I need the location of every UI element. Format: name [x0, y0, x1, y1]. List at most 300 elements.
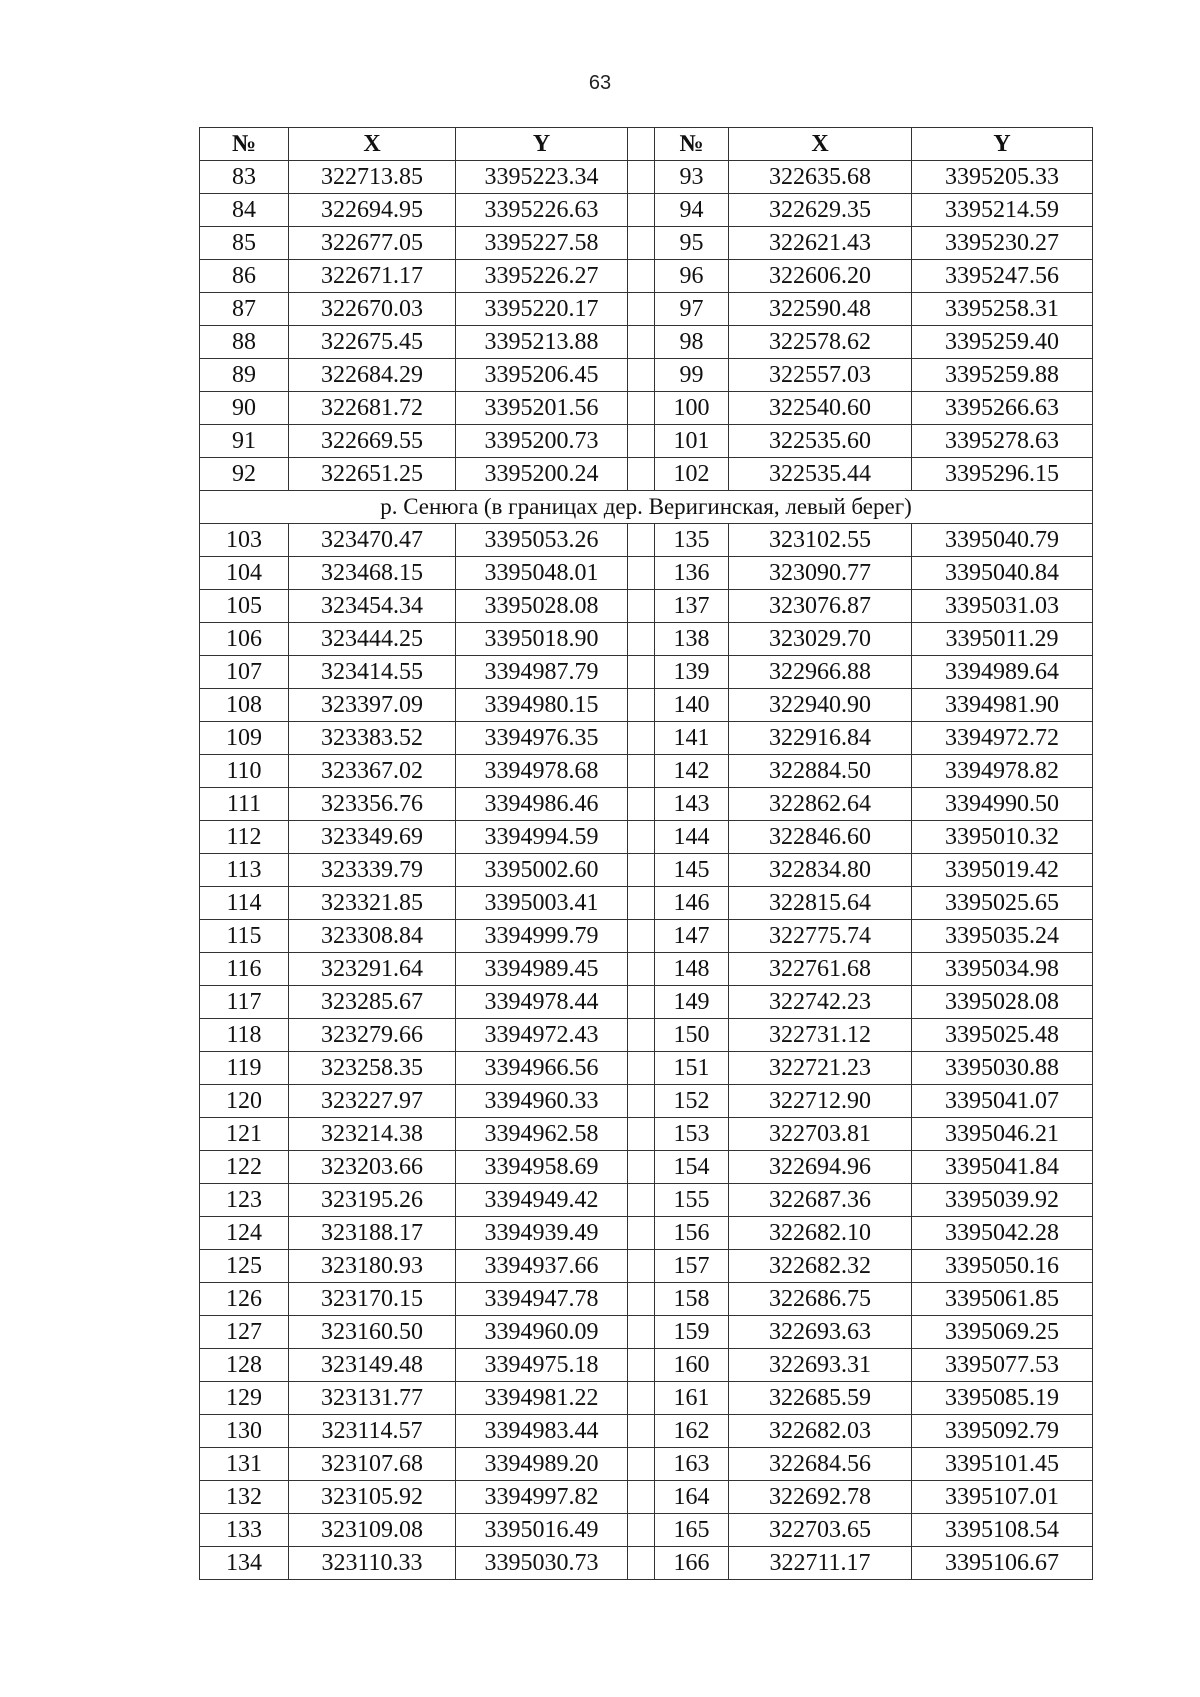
y-value-cell: 3394960.09	[456, 1316, 628, 1349]
table-row	[200, 1316, 1093, 1349]
column-separator	[628, 1052, 655, 1085]
column-separator	[628, 887, 655, 920]
y-value-cell: 3394958.69	[456, 1151, 628, 1184]
table-row	[200, 1415, 1093, 1448]
x-value-cell: 322721.23	[729, 1052, 912, 1085]
y-value-cell: 3395030.88	[912, 1052, 1093, 1085]
column-separator	[628, 194, 655, 227]
x-value-cell: 322684.29	[289, 359, 456, 392]
table-row	[200, 1217, 1093, 1250]
y-value-cell: 3395019.42	[912, 854, 1093, 887]
x-value-cell: 323110.33	[289, 1547, 456, 1580]
table-row	[200, 1151, 1093, 1184]
x-value-cell: 322670.03	[289, 293, 456, 326]
point-number-cell: 126	[200, 1283, 289, 1316]
x-value-cell: 322742.23	[729, 986, 912, 1019]
x-value-cell: 322884.50	[729, 755, 912, 788]
column-separator	[628, 293, 655, 326]
x-value-cell: 322671.17	[289, 260, 456, 293]
point-number-cell: 94	[655, 194, 729, 227]
point-number-cell: 113	[200, 854, 289, 887]
y-value-cell: 3395040.79	[912, 524, 1093, 557]
header-x-left: X	[289, 128, 456, 161]
table-row	[200, 920, 1093, 953]
x-value-cell: 323468.15	[289, 557, 456, 590]
point-number-cell: 93	[655, 161, 729, 194]
y-value-cell: 3395205.33	[912, 161, 1093, 194]
y-value-cell: 3394989.20	[456, 1448, 628, 1481]
x-value-cell: 322815.64	[729, 887, 912, 920]
y-value-cell: 3394978.68	[456, 755, 628, 788]
x-value-cell: 322692.78	[729, 1481, 912, 1514]
point-number-cell: 114	[200, 887, 289, 920]
y-value-cell: 3395011.29	[912, 623, 1093, 656]
x-value-cell: 322540.60	[729, 392, 912, 425]
x-value-cell: 322681.72	[289, 392, 456, 425]
point-number-cell: 86	[200, 260, 289, 293]
y-value-cell: 3395278.63	[912, 425, 1093, 458]
x-value-cell: 322682.32	[729, 1250, 912, 1283]
x-value-cell: 322535.44	[729, 458, 912, 491]
point-number-cell: 121	[200, 1118, 289, 1151]
x-value-cell: 323180.93	[289, 1250, 456, 1283]
point-number-cell: 160	[655, 1349, 729, 1382]
y-value-cell: 3394987.79	[456, 656, 628, 689]
column-separator	[628, 392, 655, 425]
point-number-cell: 143	[655, 788, 729, 821]
point-number-cell: 166	[655, 1547, 729, 1580]
x-value-cell: 323339.79	[289, 854, 456, 887]
y-value-cell: 3395040.84	[912, 557, 1093, 590]
x-value-cell: 323279.66	[289, 1019, 456, 1052]
point-number-cell: 130	[200, 1415, 289, 1448]
y-value-cell: 3395048.01	[456, 557, 628, 590]
y-value-cell: 3395050.16	[912, 1250, 1093, 1283]
column-separator	[628, 689, 655, 722]
y-value-cell: 3395042.28	[912, 1217, 1093, 1250]
y-value-cell: 3395258.31	[912, 293, 1093, 326]
point-number-cell: 99	[655, 359, 729, 392]
column-separator	[628, 623, 655, 656]
column-separator	[628, 458, 655, 491]
point-number-cell: 118	[200, 1019, 289, 1052]
table-row	[200, 161, 1093, 194]
point-number-cell: 159	[655, 1316, 729, 1349]
x-value-cell: 322711.17	[729, 1547, 912, 1580]
y-value-cell: 3395108.54	[912, 1514, 1093, 1547]
x-value-cell: 322846.60	[729, 821, 912, 854]
x-value-cell: 322686.75	[729, 1283, 912, 1316]
table-row	[200, 524, 1093, 557]
point-number-cell: 84	[200, 194, 289, 227]
y-value-cell: 3394986.46	[456, 788, 628, 821]
column-separator	[628, 1019, 655, 1052]
column-separator	[628, 1415, 655, 1448]
column-separator	[628, 1250, 655, 1283]
point-number-cell: 119	[200, 1052, 289, 1085]
y-value-cell: 3395041.84	[912, 1151, 1093, 1184]
y-value-cell: 3394949.42	[456, 1184, 628, 1217]
point-number-cell: 116	[200, 953, 289, 986]
y-value-cell: 3395201.56	[456, 392, 628, 425]
point-number-cell: 153	[655, 1118, 729, 1151]
y-value-cell: 3394937.66	[456, 1250, 628, 1283]
x-value-cell: 323203.66	[289, 1151, 456, 1184]
table-row	[200, 1547, 1093, 1580]
table-body-bottom	[200, 524, 1093, 1580]
table-row	[200, 986, 1093, 1019]
point-number-cell: 109	[200, 722, 289, 755]
column-separator	[628, 1547, 655, 1580]
y-value-cell: 3395028.08	[456, 590, 628, 623]
x-value-cell: 323149.48	[289, 1349, 456, 1382]
point-number-cell: 117	[200, 986, 289, 1019]
table-row	[200, 1118, 1093, 1151]
point-number-cell: 108	[200, 689, 289, 722]
point-number-cell: 102	[655, 458, 729, 491]
header-number-left: №	[200, 128, 289, 161]
point-number-cell: 87	[200, 293, 289, 326]
table-row	[200, 1382, 1093, 1415]
x-value-cell: 323170.15	[289, 1283, 456, 1316]
x-value-cell: 322694.95	[289, 194, 456, 227]
x-value-cell: 323258.35	[289, 1052, 456, 1085]
table-body-top	[200, 161, 1093, 491]
point-number-cell: 140	[655, 689, 729, 722]
point-number-cell: 129	[200, 1382, 289, 1415]
y-value-cell: 3394981.22	[456, 1382, 628, 1415]
column-separator	[628, 1184, 655, 1217]
y-value-cell: 3395259.40	[912, 326, 1093, 359]
y-value-cell: 3395046.21	[912, 1118, 1093, 1151]
y-value-cell: 3394960.33	[456, 1085, 628, 1118]
column-separator	[628, 359, 655, 392]
point-number-cell: 91	[200, 425, 289, 458]
point-number-cell: 162	[655, 1415, 729, 1448]
y-value-cell: 3395018.90	[456, 623, 628, 656]
y-value-cell: 3394947.78	[456, 1283, 628, 1316]
point-number-cell: 135	[655, 524, 729, 557]
y-value-cell: 3395220.17	[456, 293, 628, 326]
point-number-cell: 136	[655, 557, 729, 590]
y-value-cell: 3395259.88	[912, 359, 1093, 392]
x-value-cell: 323105.92	[289, 1481, 456, 1514]
point-number-cell: 83	[200, 161, 289, 194]
point-number-cell: 128	[200, 1349, 289, 1382]
y-value-cell: 3395035.24	[912, 920, 1093, 953]
x-value-cell: 322687.36	[729, 1184, 912, 1217]
page-number: 63	[588, 72, 612, 94]
table-row	[200, 1052, 1093, 1085]
table-row	[200, 557, 1093, 590]
x-value-cell: 323367.02	[289, 755, 456, 788]
table-row	[200, 293, 1093, 326]
y-value-cell: 3395085.19	[912, 1382, 1093, 1415]
point-number-cell: 105	[200, 590, 289, 623]
table-row	[200, 194, 1093, 227]
table-row	[200, 590, 1093, 623]
column-separator	[628, 557, 655, 590]
table-row	[200, 821, 1093, 854]
point-number-cell: 111	[200, 788, 289, 821]
x-value-cell: 323195.26	[289, 1184, 456, 1217]
x-value-cell: 323131.77	[289, 1382, 456, 1415]
point-number-cell: 147	[655, 920, 729, 953]
y-value-cell: 3394972.43	[456, 1019, 628, 1052]
x-value-cell: 322712.90	[729, 1085, 912, 1118]
column-separator	[628, 953, 655, 986]
point-number-cell: 164	[655, 1481, 729, 1514]
x-value-cell: 322682.03	[729, 1415, 912, 1448]
y-value-cell: 3395247.56	[912, 260, 1093, 293]
y-value-cell: 3395226.27	[456, 260, 628, 293]
y-value-cell: 3395039.92	[912, 1184, 1093, 1217]
point-number-cell: 133	[200, 1514, 289, 1547]
column-separator	[628, 1481, 655, 1514]
x-value-cell: 322731.12	[729, 1019, 912, 1052]
x-value-cell: 322621.43	[729, 227, 912, 260]
y-value-cell: 3395213.88	[456, 326, 628, 359]
y-value-cell: 3395106.67	[912, 1547, 1093, 1580]
point-number-cell: 141	[655, 722, 729, 755]
point-number-cell: 138	[655, 623, 729, 656]
y-value-cell: 3395030.73	[456, 1547, 628, 1580]
y-value-cell: 3395226.63	[456, 194, 628, 227]
point-number-cell: 137	[655, 590, 729, 623]
x-value-cell: 322693.31	[729, 1349, 912, 1382]
x-value-cell: 323090.77	[729, 557, 912, 590]
point-number-cell: 132	[200, 1481, 289, 1514]
column-separator	[628, 1085, 655, 1118]
x-value-cell: 323308.84	[289, 920, 456, 953]
x-value-cell: 323444.25	[289, 623, 456, 656]
x-value-cell: 322693.63	[729, 1316, 912, 1349]
point-number-cell: 158	[655, 1283, 729, 1316]
table-row	[200, 458, 1093, 491]
header-x-right: X	[729, 128, 912, 161]
x-value-cell: 322685.59	[729, 1382, 912, 1415]
x-value-cell: 322761.68	[729, 953, 912, 986]
x-value-cell: 323470.47	[289, 524, 456, 557]
x-value-cell: 323383.52	[289, 722, 456, 755]
y-value-cell: 3394939.49	[456, 1217, 628, 1250]
section-title: р. Сенюга (в границах дер. Веригинская, левый берег)	[200, 491, 1093, 524]
point-number-cell: 154	[655, 1151, 729, 1184]
point-number-cell: 150	[655, 1019, 729, 1052]
table-row	[200, 1448, 1093, 1481]
x-value-cell: 322590.48	[729, 293, 912, 326]
x-value-cell: 322606.20	[729, 260, 912, 293]
column-separator	[628, 1514, 655, 1547]
table-row	[200, 656, 1093, 689]
x-value-cell: 323102.55	[729, 524, 912, 557]
column-separator	[628, 425, 655, 458]
y-value-cell: 3394981.90	[912, 689, 1093, 722]
table-row	[200, 1250, 1093, 1283]
point-number-cell: 124	[200, 1217, 289, 1250]
table-row	[200, 722, 1093, 755]
point-number-cell: 107	[200, 656, 289, 689]
column-separator	[628, 227, 655, 260]
x-value-cell: 322862.64	[729, 788, 912, 821]
table-row	[200, 1019, 1093, 1052]
x-value-cell: 322966.88	[729, 656, 912, 689]
x-value-cell: 322669.55	[289, 425, 456, 458]
y-value-cell: 3394962.58	[456, 1118, 628, 1151]
point-number-cell: 88	[200, 326, 289, 359]
x-value-cell: 323321.85	[289, 887, 456, 920]
y-value-cell: 3395200.24	[456, 458, 628, 491]
column-separator	[628, 1316, 655, 1349]
y-value-cell: 3395025.48	[912, 1019, 1093, 1052]
section-row	[200, 491, 1093, 524]
y-value-cell: 3395107.01	[912, 1481, 1093, 1514]
x-value-cell: 322775.74	[729, 920, 912, 953]
table-row	[200, 755, 1093, 788]
point-number-cell: 106	[200, 623, 289, 656]
point-number-cell: 115	[200, 920, 289, 953]
point-number-cell: 145	[655, 854, 729, 887]
x-value-cell: 322684.56	[729, 1448, 912, 1481]
point-number-cell: 90	[200, 392, 289, 425]
column-separator	[628, 755, 655, 788]
column-separator	[628, 326, 655, 359]
x-value-cell: 322675.45	[289, 326, 456, 359]
point-number-cell: 92	[200, 458, 289, 491]
x-value-cell: 323397.09	[289, 689, 456, 722]
point-number-cell: 156	[655, 1217, 729, 1250]
y-value-cell: 3395069.25	[912, 1316, 1093, 1349]
table-row	[200, 326, 1093, 359]
column-separator	[628, 788, 655, 821]
y-value-cell: 3395031.03	[912, 590, 1093, 623]
table-row	[200, 359, 1093, 392]
x-value-cell: 322651.25	[289, 458, 456, 491]
column-separator	[628, 260, 655, 293]
x-value-cell: 322916.84	[729, 722, 912, 755]
table-row	[200, 953, 1093, 986]
x-value-cell: 322713.85	[289, 161, 456, 194]
y-value-cell: 3394978.82	[912, 755, 1093, 788]
y-value-cell: 3395223.34	[456, 161, 628, 194]
point-number-cell: 89	[200, 359, 289, 392]
point-number-cell: 134	[200, 1547, 289, 1580]
y-value-cell: 3395028.08	[912, 986, 1093, 1019]
column-separator	[628, 986, 655, 1019]
x-value-cell: 322703.81	[729, 1118, 912, 1151]
point-number-cell: 151	[655, 1052, 729, 1085]
y-value-cell: 3394972.72	[912, 722, 1093, 755]
y-value-cell: 3395092.79	[912, 1415, 1093, 1448]
x-value-cell: 323188.17	[289, 1217, 456, 1250]
point-number-cell: 131	[200, 1448, 289, 1481]
table-row	[200, 1283, 1093, 1316]
column-separator	[628, 920, 655, 953]
column-separator	[628, 1382, 655, 1415]
point-number-cell: 152	[655, 1085, 729, 1118]
table-row	[200, 1349, 1093, 1382]
y-value-cell: 3395200.73	[456, 425, 628, 458]
coordinates-table	[199, 127, 1093, 1580]
y-value-cell: 3395214.59	[912, 194, 1093, 227]
y-value-cell: 3394976.35	[456, 722, 628, 755]
y-value-cell: 3395101.45	[912, 1448, 1093, 1481]
table-row	[200, 689, 1093, 722]
x-value-cell: 322578.62	[729, 326, 912, 359]
x-value-cell: 322629.35	[729, 194, 912, 227]
x-value-cell: 323214.38	[289, 1118, 456, 1151]
y-value-cell: 3395053.26	[456, 524, 628, 557]
column-separator	[628, 1448, 655, 1481]
x-value-cell: 322834.80	[729, 854, 912, 887]
column-separator	[628, 821, 655, 854]
y-value-cell: 3395025.65	[912, 887, 1093, 920]
y-value-cell: 3394966.56	[456, 1052, 628, 1085]
point-number-cell: 155	[655, 1184, 729, 1217]
y-value-cell: 3395010.32	[912, 821, 1093, 854]
header-y-left: Y	[456, 128, 628, 161]
y-value-cell: 3395227.58	[456, 227, 628, 260]
column-separator	[628, 1217, 655, 1250]
column-separator	[628, 128, 655, 161]
x-value-cell: 323076.87	[729, 590, 912, 623]
table-row	[200, 887, 1093, 920]
table-row	[200, 788, 1093, 821]
x-value-cell: 322940.90	[729, 689, 912, 722]
x-value-cell: 322535.60	[729, 425, 912, 458]
y-value-cell: 3394994.59	[456, 821, 628, 854]
header-y-right: Y	[912, 128, 1093, 161]
point-number-cell: 96	[655, 260, 729, 293]
point-number-cell: 144	[655, 821, 729, 854]
point-number-cell: 142	[655, 755, 729, 788]
column-separator	[628, 722, 655, 755]
point-number-cell: 157	[655, 1250, 729, 1283]
point-number-cell: 123	[200, 1184, 289, 1217]
point-number-cell: 125	[200, 1250, 289, 1283]
point-number-cell: 127	[200, 1316, 289, 1349]
x-value-cell: 323227.97	[289, 1085, 456, 1118]
table-row	[200, 1514, 1093, 1547]
table-header-row	[200, 128, 1093, 161]
point-number-cell: 103	[200, 524, 289, 557]
x-value-cell: 323285.67	[289, 986, 456, 1019]
x-value-cell: 323029.70	[729, 623, 912, 656]
y-value-cell: 3395034.98	[912, 953, 1093, 986]
y-value-cell: 3395077.53	[912, 1349, 1093, 1382]
y-value-cell: 3395002.60	[456, 854, 628, 887]
x-value-cell: 323414.55	[289, 656, 456, 689]
y-value-cell: 3395016.49	[456, 1514, 628, 1547]
point-number-cell: 122	[200, 1151, 289, 1184]
y-value-cell: 3394990.50	[912, 788, 1093, 821]
point-number-cell: 165	[655, 1514, 729, 1547]
x-value-cell: 322635.68	[729, 161, 912, 194]
column-separator	[628, 1349, 655, 1382]
y-value-cell: 3395061.85	[912, 1283, 1093, 1316]
point-number-cell: 97	[655, 293, 729, 326]
y-value-cell: 3394980.15	[456, 689, 628, 722]
y-value-cell: 3394999.79	[456, 920, 628, 953]
table-row	[200, 1481, 1093, 1514]
column-separator	[628, 854, 655, 887]
x-value-cell: 322703.65	[729, 1514, 912, 1547]
table-row	[200, 1085, 1093, 1118]
y-value-cell: 3395230.27	[912, 227, 1093, 260]
x-value-cell: 323356.76	[289, 788, 456, 821]
y-value-cell: 3395266.63	[912, 392, 1093, 425]
point-number-cell: 100	[655, 392, 729, 425]
